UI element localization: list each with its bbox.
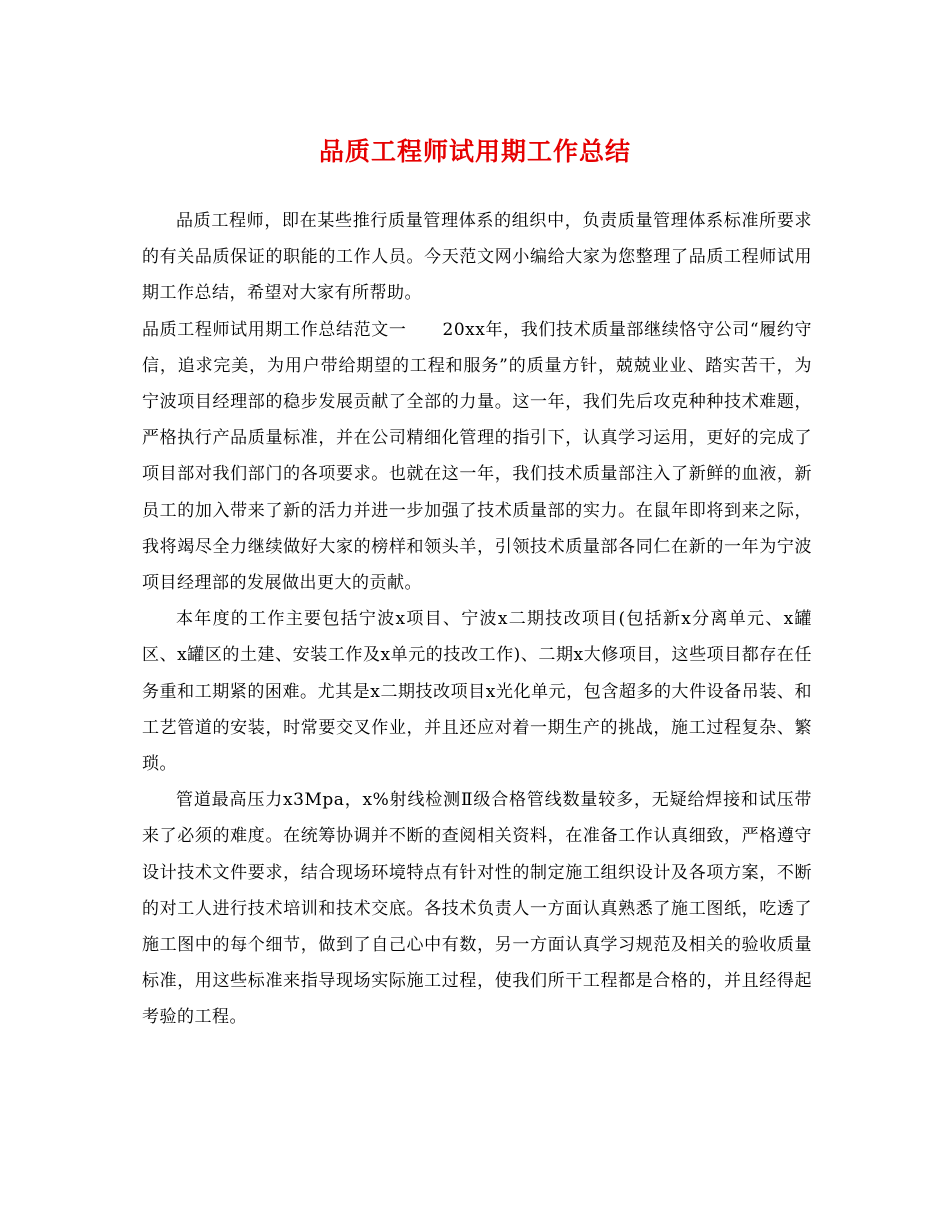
paragraph-pipeline: 管道最高压力x3Mpa，x%射线检测Ⅱ级合格管线数量较多，无疑给焊接和试压带来了必须的难度。在统筹协调并不断的查阅相关资料，在准备工作认真细致，严格遵守设计技术文件要求，结合现场环境特点有针对性的制定施工组织设计及各项方案，不断的对工人进行技术培训和技术交底。各技术负责人一方面认真熟悉了施工图纸，吃透了施工图中的每个细节，做到了自己心中有数，另一方面认真学习规范及相关的验收质量标准，用这些标准来指导现场实际施工过程，使我们所干工程都是合格的，并且经得起考验的工程。 (142, 790, 812, 1028)
document-body (142, 203, 812, 1036)
paragraph-projects: 本年度的工作主要包括宁波x项目、宁波x二期技改项目(包括新x分离单元、x罐区、x罐区的土建、安装工作及x单元的技改工作)、二期x大修项目，这些项目都存在任务重和工期紧的困难。尤其是x二期技改项目x光化单元，包含超多的大件设备吊装、和工艺管道的安装，时常要交叉作业，并且还应对着一期生产的挑战，施工过程复杂、繁琐。 (142, 609, 812, 775)
sample-heading: 品质工程师试用期工作总结范文一 (142, 319, 407, 340)
document-title: 品质工程师试用期工作总结 (318, 137, 631, 166)
paragraph-intro: 品质工程师，即在某些推行质量管理体系的组织中，负责质量管理体系标准所要求的有关品质保证的职能的工作人员。今天范文网小编给大家为您整理了品质工程师试用期工作总结，希望对大家有所帮助。 (142, 211, 812, 304)
sample-body: 20xx年，我们技术质量部继续恪守公司“履约守信，追求完美，为用户带给期望的工程和服务”的质量方针，兢兢业业、踏实苦干，为宁波项目经理部的稳步发展贡献了全部的力量。这一年，我们先后攻克种种技术难题，严格执行产品质量标准，并在公司精细化管理的指引下，认真学习运用，更好的完成了项目部对我们部门的各项要求。也就在这一年，我们技术质量部注入了新鲜的血液，新员工的加入带来了新的活力并进一步加强了技术质量部的实力。在鼠年即将到来之际，我将竭尽全力继续做好大家的榜样和领头羊，引领技术质量部各同仁在新的一年为宁波项目经理部的发展做出更大的贡献。 (142, 319, 813, 594)
paragraph-sample-one (142, 312, 812, 602)
